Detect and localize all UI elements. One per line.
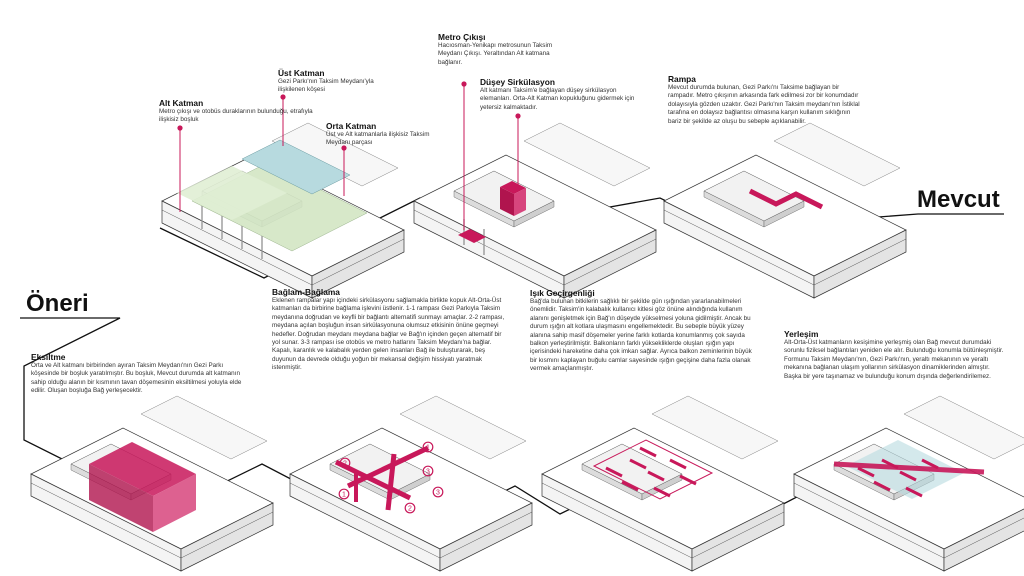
svg-text:3: 3 — [426, 468, 430, 476]
label-ust-katman — [278, 68, 398, 95]
label-title: Üst Katman — [278, 68, 325, 78]
label-body: Alt-Orta-Üst katmanların kesişimine yerleşmiş olan Bağ mevcut durumdaki sorunlu fiziksel bağlantıları yeniden ele alır. Bulunduğu konumla bütünleşmiştir. Formunu Taksim Meydanı'nın, Gezi Parkı'nın, yeraltı mekanının ve yeraltı mekanına bağlanan ulaşım yollarının sirkülasyon dinamiklerinden almıştır. Başka bir yere taşınamaz ve bulunduğu konum dışında değerlendirilemez. — [784, 339, 1004, 380]
label-body: Hacıosman-Yenikapı metrosunun Taksim Meydanı Çıkışı. Yeraltından Alt katmana bağlanır. — [438, 42, 553, 66]
label-title: Düşey Sirkülasyon — [480, 77, 555, 87]
svg-text:2: 2 — [408, 505, 412, 513]
label-title: Rampa — [668, 74, 696, 84]
label-title: Orta Katman — [326, 121, 377, 131]
proposal-block-subtraction — [31, 396, 273, 571]
label-yerlesim — [784, 329, 1004, 381]
label-dusey-sirkulasyon — [480, 77, 640, 112]
existing-block-layers — [162, 123, 404, 298]
label-metro-cikisi — [438, 32, 558, 67]
proposal-block-ramps — [290, 396, 532, 571]
label-title: Metro Çıkışı — [438, 32, 486, 42]
label-title: Bağlam-Bağlama — [272, 287, 340, 297]
label-body: Eklenen rampalar yapı içindeki sirkülasyonu sağlamakla birlikte kopuk Alt-Orta-Üst katmanları da birbirine bağlama işlevini üstlenir. 1-1 rampası Gezi Parkıyla Taksim meydanına doğrudan ve keyfli bir bağlantı alternatifi sunmayı amaçlar. 2-2 rampası, meydana açılan boşluğun insan sirkülasyonuna olumsuz etkisinin önüne geçmeyi hedefler. Doğrudan meydanı meydana bağlar ve Bağ'ın içinden geçen alternatif bir yol sunar. 3-3 rampası ise otobüs ve metro hatlarını Taksim Meydanı'na bağlar. Kapalı, karanlık ve kalabalık yerden gelen insanları Bağ ile buluşturarak, beş duyunun da devrede olduğu yoğun bir mekansal değişim hissiyatı yaratmak istenmiştir. — [272, 297, 505, 372]
svg-text:2: 2 — [343, 460, 347, 468]
label-eksiltme — [31, 352, 246, 396]
label-body: Üst ve Alt katmanlarla ilişkisiz Taksim Meydanı parçası — [326, 131, 430, 147]
existing-block-ramp — [664, 123, 906, 298]
label-body: Bağ'da bulunan bitkilerin sağlıklı bir şekilde gün ışığından yararlanabilmeleri önemlidir. Taksim'in kalabalık kullanıcı kitlesi göz önüne alındığında kullanım alanını genişletmek için Bağ'ın düşeyde yükselmesi yoluna gidilmiştir. Ancak bu durum ışığın alt kotlara ulaşmasını engellemektedir. Bu sebeple büyük yüzey alanına sahip masif döşemeler yerine farklı kotlarda konumlanmış çok sayıda balkon yerleştirilmiştir. Balkonların farklı yüksekliklerde oluşları ışığın yapı içerisindeki hareketine daha çok imkan sağlar. Ayrıca balkon zeminlerinin büyük bir kısmını kaplayan buğulu camlar sayesinde ışığın geçişine daha fazla olanak vermek amaçlanmıştır. — [530, 298, 752, 373]
label-baglam-baglama — [272, 287, 507, 373]
label-rampa — [668, 74, 864, 126]
proposal-heading: Öneri — [26, 290, 89, 317]
label-body: Orta ve Alt katmanı birbirinden ayıran Taksim Meydanı'nın Gezi Parkı köşesinde bir boşluk yaratılmıştır. Bu boşluk, Mevcut durumda alt katmanın sahip olduğu alanın bir kısmının tavan döşemesinin eksiltilmesi yoluyla elde edilir. Oluşan boşluğa Bağ yerleşecektir. — [31, 362, 242, 395]
label-title: Alt Katman — [159, 98, 204, 108]
proposal-block-light — [542, 396, 784, 571]
label-alt-katman — [159, 98, 314, 125]
label-title: Yerleşim — [784, 329, 819, 339]
label-body: Alt katmanı Taksim'e bağlayan düşey sirkülasyon elemanları. Orta-Alt Katman kopukluğunu gidermek için yetersiz kalmaktadır. — [480, 87, 635, 111]
label-orta-katman — [326, 121, 444, 148]
label-title: Eksiltme — [31, 352, 66, 362]
proposal-block-placement — [794, 396, 1024, 571]
existing-block-vertical-circulation — [414, 123, 656, 298]
svg-text:3: 3 — [436, 489, 440, 497]
svg-text:1: 1 — [426, 444, 430, 452]
label-body: Metro çıkışı ve otobüs duraklarının bulunduğu, etrafıyla ilişkisiz boşluk — [159, 108, 313, 124]
label-body: Gezi Parkı'nın Taksim Meydanı'yla ilişkilenen köşesi — [278, 78, 374, 94]
label-title: Işık Geçirgenliği — [530, 288, 595, 298]
existing-heading: Mevcut — [917, 186, 1000, 213]
label-isik-gecirgenligi — [530, 288, 760, 374]
label-body: Mevcut durumda bulunan, Gezi Parkı'nı Taksime bağlayan bir rampadır. Metro çıkışının arkasında fark edilmesi zor bir konumdadır dolayısıyla gözden uzaktır. Gezi Parkı'nın Taksim meydanı'nın İstiklal tarafına en dolaysız bağlantısı olmasına karşın kullanım sıklığının bariz bir şekilde az oluşu bu sebeple açıklanabilir. — [668, 84, 860, 125]
svg-text:1: 1 — [342, 491, 346, 499]
